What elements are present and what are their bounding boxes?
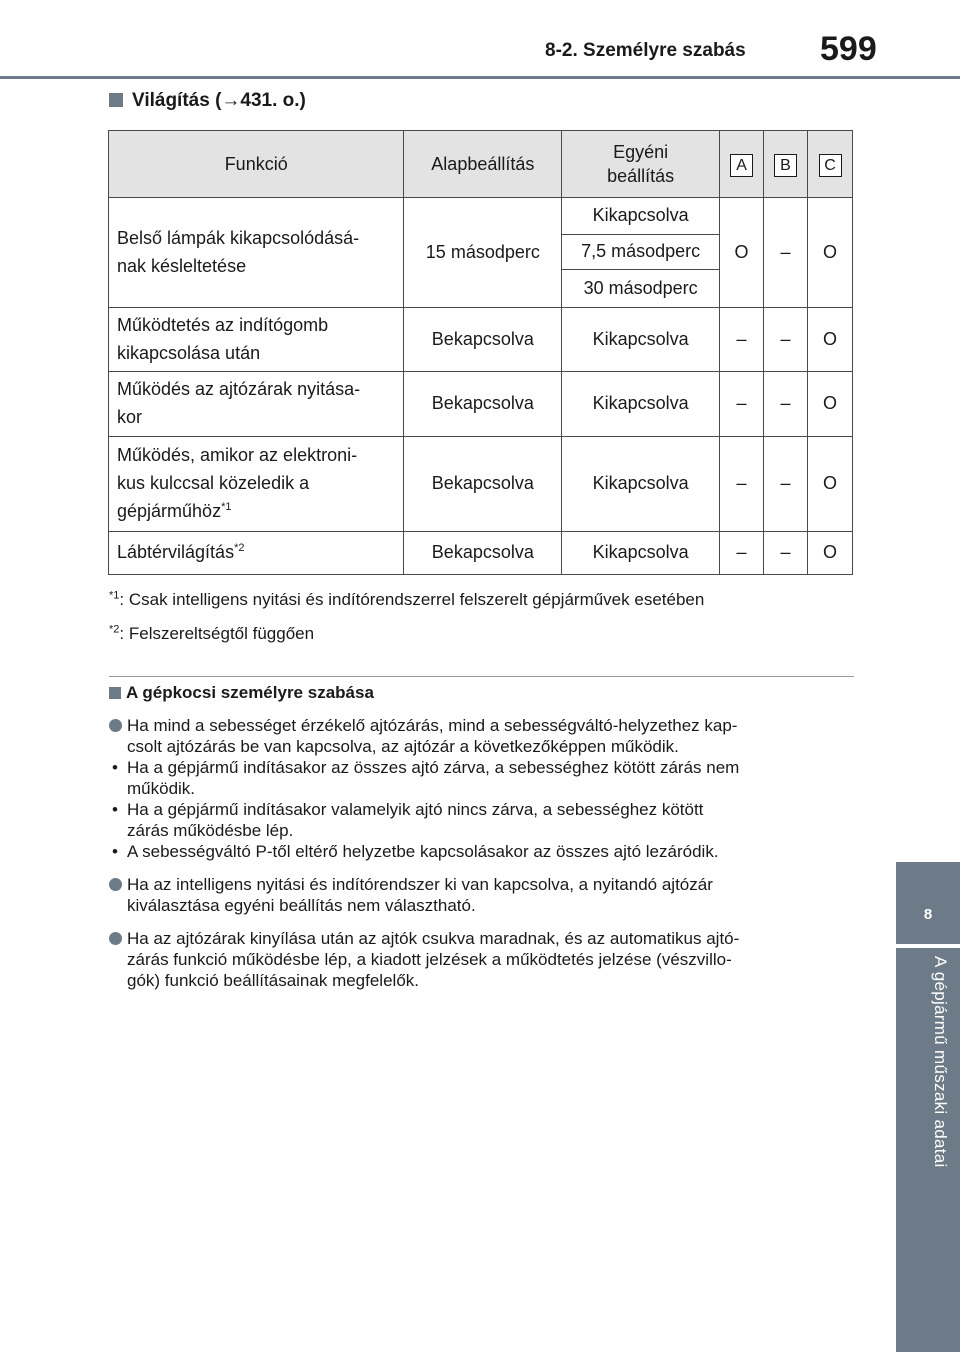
- bullet-dot: •: [112, 842, 118, 861]
- circle-bullet-icon: [109, 932, 122, 945]
- page-number: 599: [820, 30, 877, 68]
- note-subbullet: • Ha a gépjármű indításakor az összes ajtó zárva, a sebességhez kötött zárás nem működik.: [112, 758, 740, 798]
- cell-a: –: [720, 308, 764, 372]
- notes-heading: [109, 682, 854, 703]
- cell-b: –: [764, 198, 808, 308]
- cell-function: Működés, amikor az elektroni- kus kulccsal közeledik a gépjárműhöz$^{*1}$: [109, 437, 404, 532]
- header-b: B: [764, 131, 808, 198]
- cell-a: O: [720, 198, 764, 308]
- cell-b: –: [764, 372, 808, 437]
- table-row: [109, 308, 853, 372]
- note-bullet: Ha mind a sebességet érzékelő ajtózárás, mind a sebességváltó-helyzethez kap- csolt ajtózárás be van kapcsolva, az ajtózár a következőképpen működik.: [109, 715, 854, 757]
- cell-default: Bekapcsolva: [404, 532, 562, 575]
- settings-table: [108, 130, 853, 575]
- circle-bullet-icon: [109, 719, 122, 732]
- cell-default: Bekapcsolva: [404, 308, 562, 372]
- cell-option: 30 másodperc: [562, 270, 720, 308]
- header-function: Funkció: [109, 131, 404, 198]
- cell-option: 7,5 másodperc: [562, 235, 720, 270]
- table-row: [109, 532, 853, 575]
- cell-c: O: [808, 532, 853, 575]
- cell-c: O: [808, 437, 853, 532]
- header-custom: Egyéni beállítás: [562, 131, 720, 198]
- cell-b: –: [764, 437, 808, 532]
- cell-c: O: [808, 198, 853, 308]
- header-c: C: [808, 131, 853, 198]
- cell-function: Belső lámpák kikapcsolódásá- nak késleltetése: [109, 198, 404, 308]
- cell-b: –: [764, 308, 808, 372]
- header-a: A: [720, 131, 764, 198]
- cell-c: O: [808, 372, 853, 437]
- footnote-ref: *2: [234, 542, 245, 555]
- note-subbullet: • Ha a gépjármű indításakor valamelyik ajtó nincs zárva, a sebességhez kötött zárás működésbe lép.: [112, 800, 704, 840]
- table-row: [109, 198, 853, 235]
- square-bullet-icon: [109, 687, 121, 699]
- chapter-number: 8: [923, 906, 933, 923]
- cell-function: Lábtérvilágítás$^{*2}$: [109, 532, 404, 575]
- footnote-mark: *2: [109, 623, 120, 636]
- footnote-text: : Csak intelligens nyitási és indítórendszerrel felszerelt gépjárművek esetében: [119, 590, 705, 609]
- cell-a: –: [720, 437, 764, 532]
- footnote-text: : Felszereltségtől függően: [119, 624, 315, 643]
- bullet-dot: •: [112, 800, 118, 819]
- table-row: [109, 372, 853, 437]
- cell-option: Kikapcsolva: [562, 198, 720, 235]
- chapter-tab-label: [896, 948, 960, 1352]
- footnote-mark: *1: [109, 589, 120, 602]
- cell-a: –: [720, 532, 764, 575]
- circle-bullet-icon: [109, 878, 122, 891]
- footnote-2: [109, 624, 314, 644]
- cell-custom: Kikapcsolva: [562, 372, 720, 437]
- cell-custom: Kikapcsolva: [562, 532, 720, 575]
- notes-title: A gépkocsi személyre szabása: [126, 683, 374, 702]
- cell-default: Bekapcsolva: [404, 437, 562, 532]
- cell-c: O: [808, 308, 853, 372]
- cell-a: –: [720, 372, 764, 437]
- cell-custom: Kikapcsolva: [562, 308, 720, 372]
- cell-default: 15 másodperc: [404, 198, 562, 308]
- section-heading: [109, 90, 306, 112]
- chapter-label: A gépjármű műszaki adatai: [931, 956, 950, 1168]
- cell-function: Működés az ajtózárak nyitása- kor: [109, 372, 404, 437]
- chapter-tab-number: [896, 862, 960, 944]
- header-default: Alapbeállítás: [404, 131, 562, 198]
- table-header-row: [109, 131, 853, 198]
- note-subbullet: • A sebességváltó P-től eltérő helyzetbe kapcsolásakor az összes ajtó lezáródik.: [112, 842, 719, 861]
- table-row: [109, 437, 853, 532]
- note-bullet: Ha az ajtózárak kinyílása után az ajtók csukva maradnak, és az automatikus ajtó- zárás funkció működésbe lép, a kiadott jelzések a működtetés jelzése (vészvillo- gók) funkció beállításainak megfelelők.: [109, 928, 854, 991]
- footnote-ref: *1: [221, 500, 232, 513]
- cell-function: Működtetés az indítógomb kikapcsolása után: [109, 308, 404, 372]
- section-title-text: Világítás (→431. o.): [132, 90, 306, 111]
- divider: [109, 676, 854, 677]
- square-bullet-icon: [109, 93, 123, 107]
- cell-b: –: [764, 532, 808, 575]
- header-section-title: 8-2. Személyre szabás: [545, 40, 746, 61]
- bullet-dot: •: [112, 758, 118, 777]
- cell-custom: Kikapcsolva: [562, 437, 720, 532]
- note-bullet: Ha az intelligens nyitási és indítórendszer ki van kapcsolva, a nyitandó ajtózár kiválasztása egyéni beállítás nem választható.: [109, 874, 854, 916]
- footnote-1: [109, 590, 704, 610]
- notes-section: [109, 680, 854, 991]
- header-rule: [0, 76, 960, 79]
- cell-default: Bekapcsolva: [404, 372, 562, 437]
